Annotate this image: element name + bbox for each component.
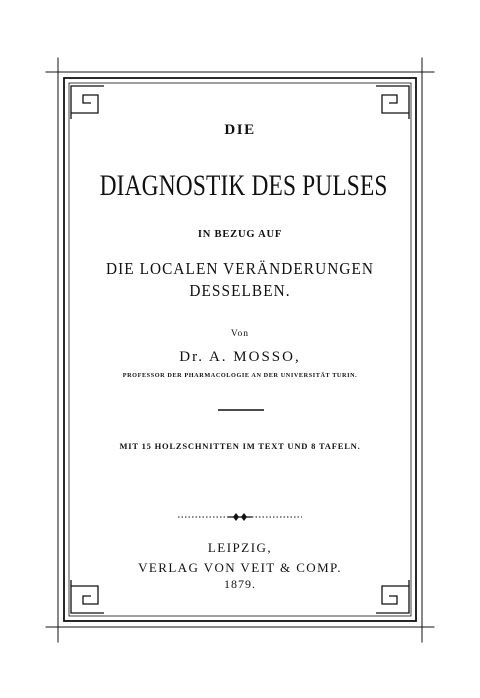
author-name: Dr. A. MOSSO,	[179, 349, 301, 365]
title-die: DIE	[224, 122, 256, 138]
by-label: Von	[230, 329, 250, 339]
publication-year: 1879.	[224, 577, 256, 591]
author-affiliation: PROFESSOR DER PHARMACOLOGIE AN DER UNIVERSITÄT TURIN.	[122, 372, 358, 379]
publisher-name: VERLAG VON VEIT & COMP.	[138, 560, 342, 575]
subtitle-line-1: DIE LOCALEN VERÄNDERUNGEN	[105, 259, 375, 278]
book-title: DIAGNOSTIK DES PULSES	[99, 169, 388, 202]
greek-key-corner-icon	[71, 86, 104, 119]
publisher-city: LEIPZIG,	[207, 540, 273, 555]
subtitle-line-2: DESSELBEN.	[189, 281, 291, 300]
greek-key-corner-icon	[376, 86, 409, 119]
dotted-ornament-divider	[178, 513, 302, 521]
title-connector: IN BEZUG AUF	[197, 229, 283, 240]
illustrations-note: MIT 15 HOLZSCHNITTEN IM TEXT UND 8 TAFELN.	[119, 441, 361, 451]
